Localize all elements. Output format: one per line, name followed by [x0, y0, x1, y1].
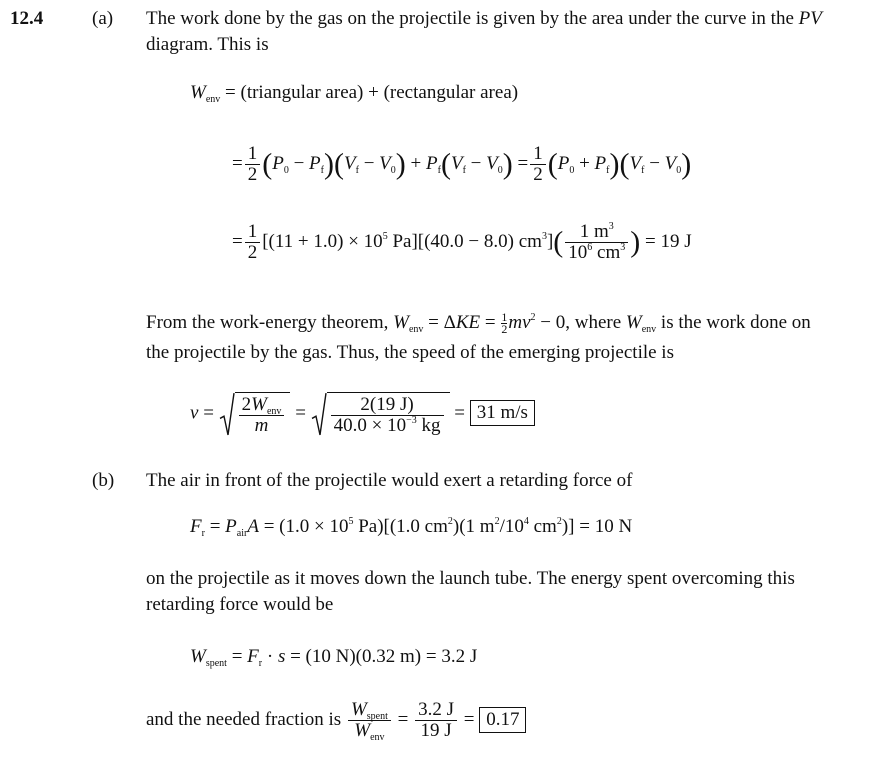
part-a-label: (a): [92, 8, 114, 29]
intro-pv: PV: [798, 8, 822, 29]
equation-work-area: $W_{env}$ = (triangular area) + (rectangular area): [190, 82, 519, 105]
fraction-numerator: 3.2 J: [415, 700, 457, 721]
equation-spent: $W_{spent} = F_r \cdot s = (10$ N)(0.32 m) = 3.2 J: [190, 646, 478, 669]
part-b-text-2: on the projectile as it moves down the launch tube. The energy spent overcoming this: [146, 568, 795, 589]
answer-a-box: 31 m/s: [470, 400, 535, 426]
sqrt-numeric: $\frac{2(19 J)}{40.0 \times 10^{-3} kg}$: [311, 392, 450, 436]
part-b-text-4: and the needed fraction is: [146, 708, 342, 730]
theorem-text-1: From the work-energy theorem,: [146, 312, 389, 333]
theorem-text-3: is the work done on: [660, 312, 811, 333]
equation-force: $F_r = P_{air}A = (1.0 \times 10^5$ Pa)[(1.0 $cm^2)(1$ $m^2/10^4$ $cm^2)] = 10$ N: [190, 516, 633, 539]
fraction-line: and the needed fraction is $\frac{W_{spent}}{W_{env}}$ = $\frac{3.2 J}{19 J}$ = 0.17: [146, 700, 526, 741]
answer-b-box: 0.17: [479, 707, 526, 733]
part-a-text-theorem: From the work-energy theorem, $W_{env} = \Delta KE$ = $\frac{1}{2}$ $mv^2 - 0$, where $W_{env}$ is the work done on: [146, 310, 811, 337]
problem-number: 12.4: [10, 8, 44, 29]
sqrt-symbolic: $\frac{2W_{env}}{m}$: [219, 392, 291, 436]
part-b-text-3: retarding force would be: [146, 594, 334, 615]
equation-speed: v = $\frac{2W_{env}}{m}$ = $\frac{2(19 J)}{40.0 \times 10^{-3} kg}$ = 31 m/s: [190, 392, 535, 436]
part-a-intro-line2: diagram. This is: [146, 34, 269, 55]
part-a-intro-line1: [146, 8, 822, 30]
equation-work-area-rhs: = (triangular area) + (rectangular area): [225, 82, 519, 103]
part-b-text-1: The air in front of the projectile would exert a retarding force of: [146, 470, 633, 491]
intro-text: The work done by the gas on the projectile is given by the area under the curve in the: [146, 8, 794, 29]
part-b-label: (b): [92, 470, 115, 491]
part-a-text-speed: the projectile by the gas. Thus, the speed of the emerging projectile is: [146, 342, 674, 363]
equation-work-expression: = $\frac{1}{2}$ $(P_0 - P_f)(V_f - V_0) + P_f(V_f - V_0)$ = $\frac{1}{2}$ $(P_0 + P_f)(V_f - V_0)$: [232, 143, 692, 185]
theorem-text-2: , where: [565, 312, 622, 333]
equation-work-result: = 19 J: [644, 230, 692, 252]
equation-force-result: = 10 N: [579, 516, 633, 537]
equation-spent-rhs: = (10 N)(0.32 m) = 3.2 J: [290, 646, 478, 667]
equation-work-numeric: = $\frac{1}{2}$ [$(11 + 1.0) \times 10^5$ Pa][(40.0 − 8.0) $cm^3$]( $\frac{1 m^3}{10^6 cm^3}$ ) = 19 J: [232, 221, 692, 263]
fraction-denominator: 19 J: [420, 720, 452, 741]
